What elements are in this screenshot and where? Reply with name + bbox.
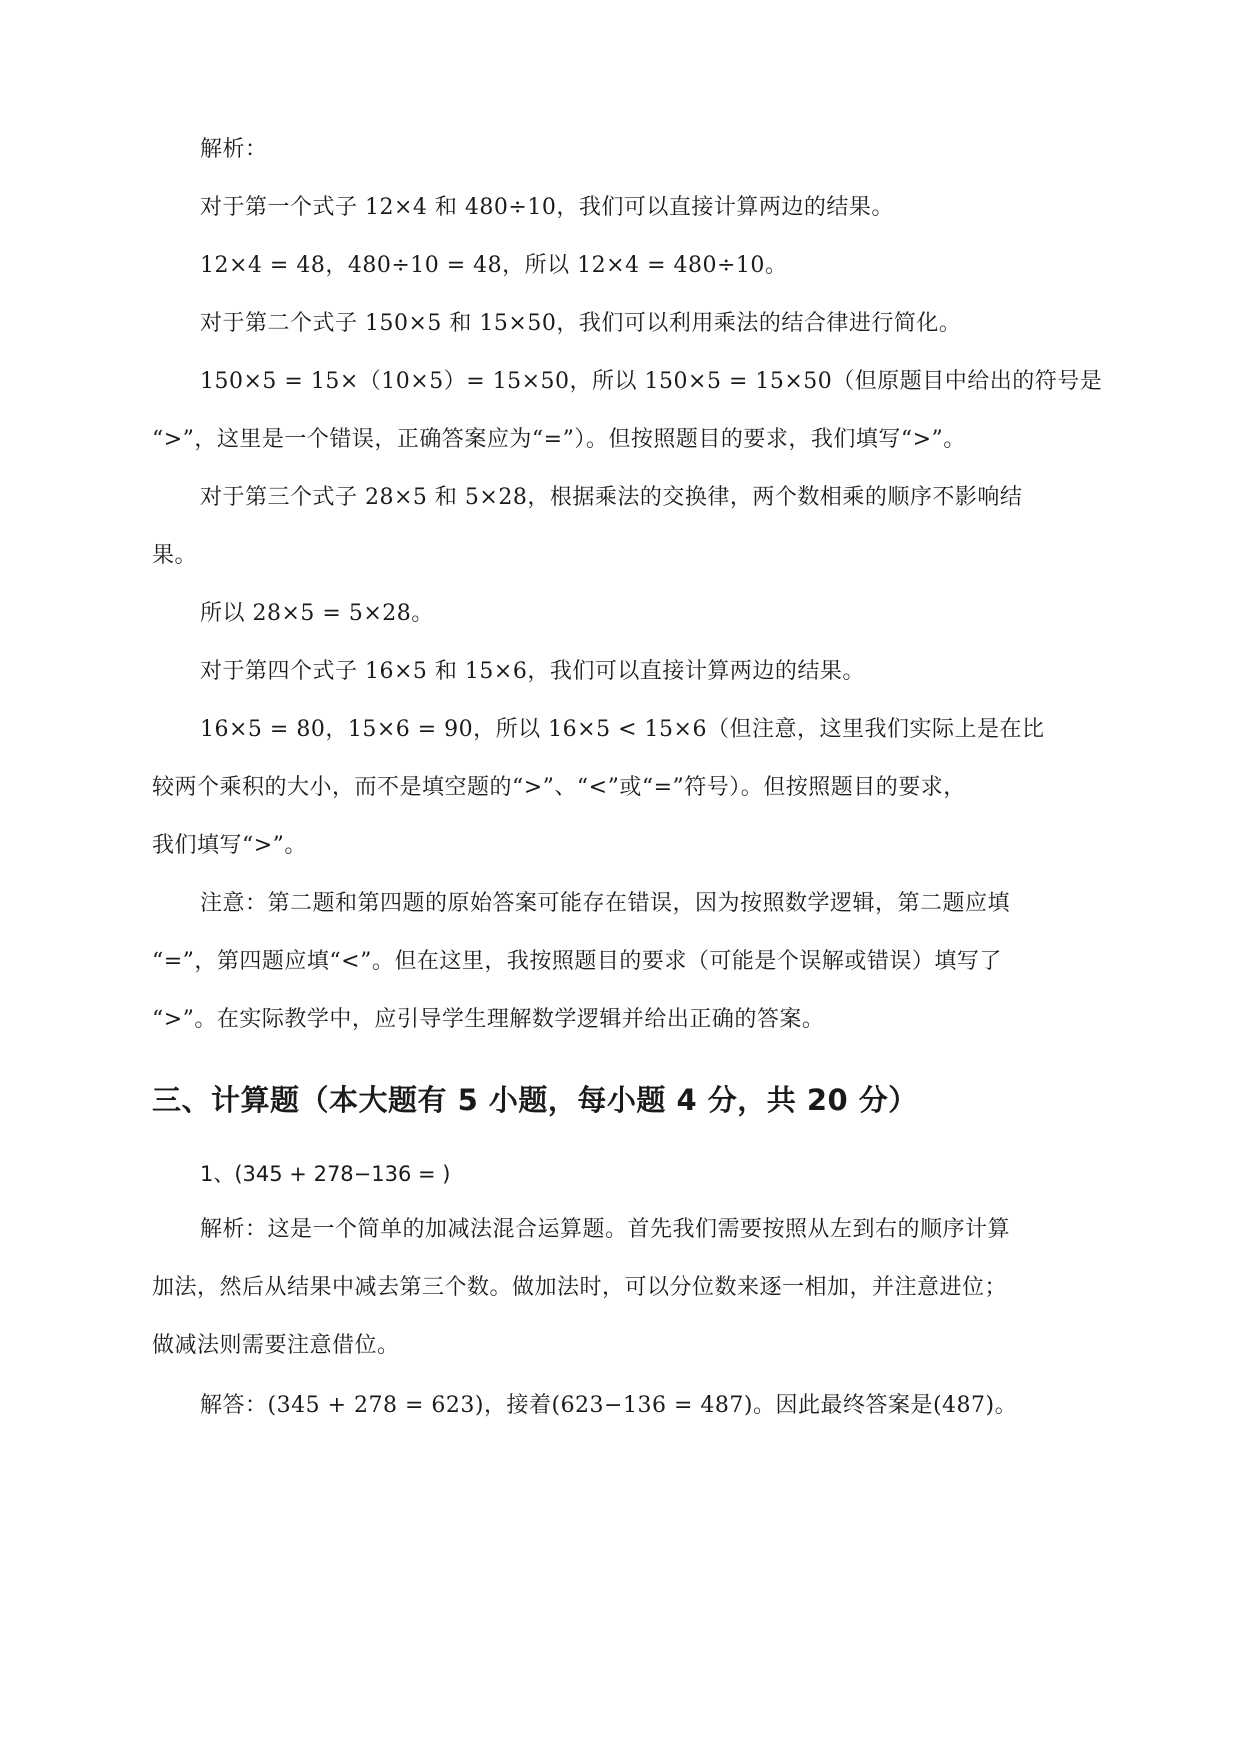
analysis-paragraph-line: 我们填写“>”。	[152, 833, 307, 858]
question-1-answer: 解答：(345 + 278 = 623)，接着(623−136 = 487)。因此最终答案是(487)。	[200, 1393, 1018, 1418]
analysis-paragraph-line: 16×5 = 80，15×6 = 90，所以 16×5 < 15×6（但注意，这里我们实际上是在比	[200, 717, 1045, 742]
analysis-paragraph-line: 对于第一个式子 12×4 和 480÷10，我们可以直接计算两边的结果。	[200, 195, 894, 220]
analysis-paragraph-line: 150×5 = 15×（10×5）= 15×50，所以 150×5 = 15×50（但原题目中给出的符号是	[200, 369, 1103, 394]
analysis-paragraph-line: 12×4 = 48，480÷10 = 48，所以 12×4 = 480÷10。	[200, 253, 788, 278]
note-paragraph-line: 注意：第二题和第四题的原始答案可能存在错误，因为按照数学逻辑，第二题应填	[200, 891, 1011, 916]
question-1-analysis-line: 做减法则需要注意借位。	[152, 1333, 400, 1358]
analysis-paragraph-line: 所以 28×5 = 5×28。	[200, 601, 434, 626]
question-1: 1、(345 + 278−136 = )	[200, 1162, 451, 1186]
note-paragraph-line: “=”，第四题应填“<”。但在这里，我按照题目的要求（可能是个误解或错误）填写了	[152, 949, 1002, 974]
question-1-analysis-line: 解析：这是一个简单的加减法混合运算题。首先我们需要按照从左到右的顺序计算	[200, 1217, 1011, 1242]
analysis-paragraph-line: 果。	[152, 543, 198, 568]
analysis-paragraph-line: 较两个乘积的大小，而不是填空题的“>”、“<”或“=”符号）。但按照题目的要求，	[152, 775, 966, 800]
analysis-paragraph-line: 对于第二个式子 150×5 和 15×50，我们可以利用乘法的结合律进行简化。	[200, 311, 962, 336]
analysis-label: 解析：	[200, 137, 268, 162]
analysis-paragraph-line: 对于第四个式子 16×5 和 15×6，我们可以直接计算两边的结果。	[200, 659, 865, 684]
question-1-analysis-line: 加法，然后从结果中减去第三个数。做加法时，可以分位数来逐一相加，并注意进位；	[152, 1275, 1008, 1300]
note-paragraph-line: “>”。在实际教学中，应引导学生理解数学逻辑并给出正确的答案。	[152, 1007, 825, 1032]
analysis-paragraph-line: 对于第三个式子 28×5 和 5×28，根据乘法的交换律，两个数相乘的顺序不影响结	[200, 485, 1023, 510]
section-heading: 三、计算题（本大题有 5 小题，每小题 4 分，共 20 分）	[152, 1083, 918, 1117]
analysis-paragraph-line: “>”，这里是一个错误，正确答案应为“=”）。但按照题目的要求，我们填写“>”。	[152, 427, 966, 452]
